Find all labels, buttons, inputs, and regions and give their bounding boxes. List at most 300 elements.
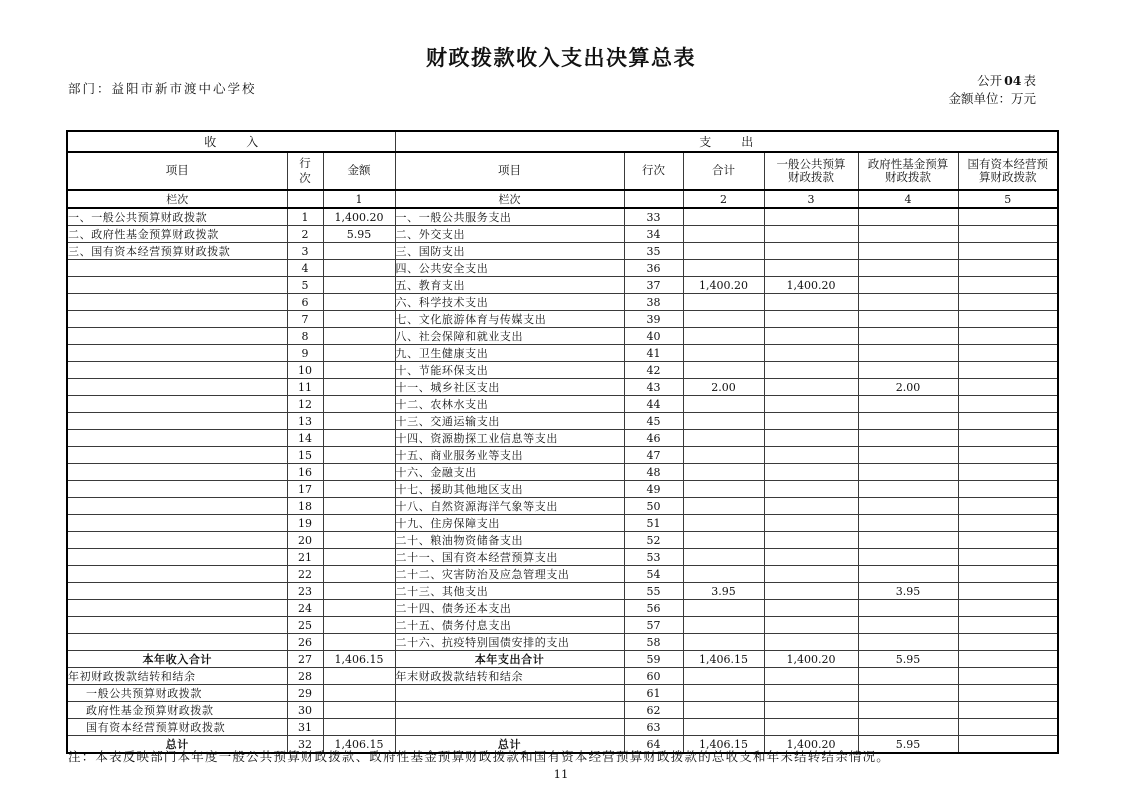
exp-gov-fund-cell: 5.95	[858, 651, 958, 668]
income-line-cell: 19	[287, 515, 323, 532]
income-amount-cell	[323, 294, 395, 311]
table-row	[67, 651, 1058, 668]
income-amount-cell	[323, 634, 395, 651]
exp-item-cell: 一、一般公共服务支出	[395, 208, 624, 226]
exp-total-cell	[683, 362, 764, 379]
income-section-header: 收入	[67, 131, 395, 152]
table-row	[67, 532, 1058, 549]
income-line-cell: 2	[287, 226, 323, 243]
exp-state-capital-cell	[958, 651, 1058, 668]
exp-gov-fund-cell	[858, 532, 958, 549]
income-amount-cell	[323, 668, 395, 685]
income-amount-cell	[323, 498, 395, 515]
exp-gov-fund-cell	[858, 294, 958, 311]
exp-total-cell	[683, 668, 764, 685]
exp-gov-fund-cell	[858, 362, 958, 379]
income-line-cell: 21	[287, 549, 323, 566]
exp-index-state-capital: 5	[958, 190, 1058, 208]
table-row	[67, 617, 1058, 634]
exp-line-cell: 41	[624, 345, 683, 362]
exp-item-cell: 十、节能环保支出	[395, 362, 624, 379]
exp-line-cell: 52	[624, 532, 683, 549]
income-index-line	[287, 190, 323, 208]
exp-gov-fund-cell: 5.95	[858, 736, 958, 754]
exp-item-cell: 二十四、债务还本支出	[395, 600, 624, 617]
income-line-cell: 18	[287, 498, 323, 515]
exp-gov-fund-cell	[858, 566, 958, 583]
exp-total-cell	[683, 328, 764, 345]
exp-item-cell: 总计	[395, 736, 624, 754]
exp-state-capital-cell	[958, 277, 1058, 294]
exp-state-capital-cell	[958, 566, 1058, 583]
income-amount-cell	[323, 243, 395, 260]
exp-state-capital-cell	[958, 396, 1058, 413]
exp-line-cell: 59	[624, 651, 683, 668]
exp-general-public-cell	[764, 345, 858, 362]
exp-gov-fund-cell	[858, 277, 958, 294]
exp-total-cell	[683, 600, 764, 617]
exp-total-cell	[683, 447, 764, 464]
exp-item-cell: 七、文化旅游体育与传媒支出	[395, 311, 624, 328]
income-item-cell	[67, 600, 287, 617]
exp-general-public-cell: 1,400.20	[764, 736, 858, 754]
exp-general-public-cell	[764, 430, 858, 447]
unit-label: 金额单位：万元	[948, 91, 1036, 106]
exp-general-public-cell	[764, 566, 858, 583]
exp-line-cell: 35	[624, 243, 683, 260]
table-row	[67, 549, 1058, 566]
exp-item-cell: 四、公共安全支出	[395, 260, 624, 277]
table-row	[67, 515, 1058, 532]
exp-total-cell	[683, 549, 764, 566]
table-row	[67, 396, 1058, 413]
income-line-cell: 26	[287, 634, 323, 651]
exp-state-capital-cell	[958, 515, 1058, 532]
exp-general-public-cell	[764, 311, 858, 328]
exp-gov-fund-cell	[858, 481, 958, 498]
income-line-cell: 27	[287, 651, 323, 668]
exp-general-public-cell	[764, 226, 858, 243]
table-row	[67, 583, 1058, 600]
exp-total-cell	[683, 634, 764, 651]
income-item-cell: 三、国有资本经营预算财政拨款	[67, 243, 287, 260]
exp-index-line	[624, 190, 683, 208]
exp-item-cell: 三、国防支出	[395, 243, 624, 260]
exp-line-cell: 40	[624, 328, 683, 345]
table-row	[67, 600, 1058, 617]
column-header-row	[67, 152, 1058, 190]
exp-line-cell: 48	[624, 464, 683, 481]
exp-total-cell: 1,406.15	[683, 651, 764, 668]
exp-state-capital-cell	[958, 498, 1058, 515]
exp-item-cell: 六、科学技术支出	[395, 294, 624, 311]
income-line-cell: 9	[287, 345, 323, 362]
exp-gov-fund-cell	[858, 243, 958, 260]
table-row	[67, 243, 1058, 260]
table-row	[67, 260, 1058, 277]
exp-item-cell: 十六、金融支出	[395, 464, 624, 481]
table-row	[67, 668, 1058, 685]
exp-line-cell: 62	[624, 702, 683, 719]
exp-general-public-cell	[764, 583, 858, 600]
income-amount-cell	[323, 311, 395, 328]
exp-state-capital-cell	[958, 668, 1058, 685]
income-item-cell	[67, 515, 287, 532]
income-item-cell	[67, 260, 287, 277]
income-amount-cell	[323, 719, 395, 736]
table-row	[67, 447, 1058, 464]
income-amount-cell	[323, 345, 395, 362]
exp-line-cell: 38	[624, 294, 683, 311]
exp-gov-fund-cell	[858, 447, 958, 464]
income-item-cell	[67, 634, 287, 651]
exp-item-cell: 八、社会保障和就业支出	[395, 328, 624, 345]
exp-total-cell: 2.00	[683, 379, 764, 396]
table-row	[67, 362, 1058, 379]
income-line-cell: 10	[287, 362, 323, 379]
exp-state-capital-cell	[958, 617, 1058, 634]
exp-total-cell	[683, 515, 764, 532]
exp-total-cell	[683, 208, 764, 226]
exp-gov-fund-cell	[858, 685, 958, 702]
income-line-cell: 13	[287, 413, 323, 430]
exp-state-capital-cell	[958, 634, 1058, 651]
income-item-cell: 一般公共预算财政拨款	[67, 685, 287, 702]
exp-line-header: 行次	[624, 152, 683, 190]
exp-state-capital-cell	[958, 345, 1058, 362]
exp-item-cell: 二十五、债务付息支出	[395, 617, 624, 634]
income-amount-cell	[323, 583, 395, 600]
exp-line-cell: 57	[624, 617, 683, 634]
exp-gov-fund-cell	[858, 668, 958, 685]
exp-state-capital-cell	[958, 226, 1058, 243]
fiscal-summary-table	[66, 130, 1059, 754]
income-item-header: 项目	[67, 152, 287, 190]
income-item-cell	[67, 396, 287, 413]
income-line-cell: 1	[287, 208, 323, 226]
income-item-cell: 总计	[67, 736, 287, 754]
exp-total-cell	[683, 532, 764, 549]
exp-state-capital-cell	[958, 719, 1058, 736]
exp-line-cell: 53	[624, 549, 683, 566]
exp-gov-fund-cell	[858, 549, 958, 566]
exp-total-cell	[683, 260, 764, 277]
exp-item-cell	[395, 702, 624, 719]
income-line-cell: 5	[287, 277, 323, 294]
exp-gov-fund-cell: 3.95	[858, 583, 958, 600]
exp-gov-fund-cell	[858, 634, 958, 651]
exp-gov-fund-cell	[858, 515, 958, 532]
exp-state-capital-cell	[958, 447, 1058, 464]
table-row	[67, 379, 1058, 396]
exp-item-cell: 五、教育支出	[395, 277, 624, 294]
exp-state-capital-cell	[958, 362, 1058, 379]
exp-total-cell	[683, 719, 764, 736]
exp-state-capital-cell	[958, 208, 1058, 226]
exp-general-public-cell	[764, 379, 858, 396]
income-item-cell	[67, 294, 287, 311]
exp-total-cell	[683, 464, 764, 481]
expenditure-section-header: 支出	[395, 131, 1058, 152]
income-line-cell: 30	[287, 702, 323, 719]
exp-general-public-cell	[764, 685, 858, 702]
exp-item-cell: 年末财政拨款结转和结余	[395, 668, 624, 685]
income-line-cell: 32	[287, 736, 323, 754]
page-title: 财政拨款收入支出决算总表	[426, 45, 696, 70]
exp-state-capital-cell	[958, 464, 1058, 481]
exp-gov-fund-cell	[858, 498, 958, 515]
income-line-cell: 23	[287, 583, 323, 600]
exp-total-cell	[683, 702, 764, 719]
exp-item-cell: 二十三、其他支出	[395, 583, 624, 600]
page-number: 11	[553, 767, 569, 781]
exp-state-capital-cell	[958, 702, 1058, 719]
exp-total-cell	[683, 345, 764, 362]
table-code-prefix: 公开	[977, 73, 1003, 88]
exp-general-public-cell	[764, 668, 858, 685]
exp-general-public-cell	[764, 600, 858, 617]
exp-general-public-cell	[764, 208, 858, 226]
exp-state-capital-cell	[958, 243, 1058, 260]
meta-right-block	[948, 72, 1036, 108]
exp-general-public-cell	[764, 634, 858, 651]
exp-general-public-cell	[764, 498, 858, 515]
exp-general-public-cell	[764, 243, 858, 260]
income-amount-cell	[323, 328, 395, 345]
income-amount-cell: 1,406.15	[323, 736, 395, 754]
exp-item-cell: 二十一、国有资本经营预算支出	[395, 549, 624, 566]
exp-gov-fund-cell	[858, 208, 958, 226]
exp-index-gov-fund: 4	[858, 190, 958, 208]
exp-gov-fund-cell	[858, 430, 958, 447]
income-item-cell: 一、一般公共预算财政拨款	[67, 208, 287, 226]
exp-state-capital-cell	[958, 294, 1058, 311]
income-item-cell	[67, 345, 287, 362]
income-amount-cell	[323, 430, 395, 447]
table-row	[67, 208, 1058, 226]
income-item-cell	[67, 362, 287, 379]
exp-total-cell	[683, 481, 764, 498]
exp-item-cell: 十八、自然资源海洋气象等支出	[395, 498, 624, 515]
exp-line-cell: 60	[624, 668, 683, 685]
exp-line-cell: 63	[624, 719, 683, 736]
exp-general-public-cell	[764, 260, 858, 277]
exp-general-public-header: 一般公共预算财政拨款	[764, 152, 858, 190]
income-amount-cell	[323, 600, 395, 617]
table-code-number: 04	[1004, 73, 1022, 88]
income-amount-cell	[323, 379, 395, 396]
exp-gov-fund-cell	[858, 260, 958, 277]
exp-line-cell: 54	[624, 566, 683, 583]
exp-item-cell: 十七、援助其他地区支出	[395, 481, 624, 498]
exp-item-header: 项目	[395, 152, 624, 190]
exp-state-capital-cell	[958, 685, 1058, 702]
department-label: 部门：益阳市新市渡中心学校	[68, 81, 257, 96]
exp-state-capital-cell	[958, 532, 1058, 549]
exp-total-cell	[683, 226, 764, 243]
exp-state-capital-cell	[958, 600, 1058, 617]
exp-gov-fund-cell: 2.00	[858, 379, 958, 396]
income-item-cell	[67, 549, 287, 566]
exp-total-cell	[683, 311, 764, 328]
exp-item-cell: 十九、住房保障支出	[395, 515, 624, 532]
exp-general-public-cell	[764, 532, 858, 549]
footnote: 注：本表反映部门本年度一般公共预算财政拨款、政府性基金预算财政拨款和国有资本经营预算财政拨款的总收支和年末结转结余情况。	[68, 749, 891, 764]
income-line-cell: 22	[287, 566, 323, 583]
exp-general-public-cell	[764, 702, 858, 719]
exp-general-public-cell: 1,400.20	[764, 277, 858, 294]
income-item-cell	[67, 277, 287, 294]
income-line-cell: 16	[287, 464, 323, 481]
exp-state-capital-cell	[958, 481, 1058, 498]
exp-gov-fund-cell	[858, 719, 958, 736]
exp-line-cell: 61	[624, 685, 683, 702]
income-item-cell	[67, 583, 287, 600]
income-item-cell	[67, 328, 287, 345]
exp-line-cell: 46	[624, 430, 683, 447]
exp-item-cell: 十四、资源勘探工业信息等支出	[395, 430, 624, 447]
table-code-suffix: 表	[1023, 73, 1036, 88]
exp-total-cell	[683, 243, 764, 260]
exp-gov-fund-cell	[858, 311, 958, 328]
exp-total-cell: 1,406.15	[683, 736, 764, 754]
exp-total-cell	[683, 498, 764, 515]
income-item-cell: 二、政府性基金预算财政拨款	[67, 226, 287, 243]
table-row	[67, 413, 1058, 430]
income-item-cell	[67, 311, 287, 328]
exp-state-capital-cell	[958, 328, 1058, 345]
exp-line-cell: 56	[624, 600, 683, 617]
exp-gov-fund-cell	[858, 345, 958, 362]
income-line-header: 行次	[287, 152, 323, 190]
income-item-cell	[67, 413, 287, 430]
exp-item-cell: 本年支出合计	[395, 651, 624, 668]
exp-index-total: 2	[683, 190, 764, 208]
exp-gov-fund-cell	[858, 617, 958, 634]
exp-state-capital-cell	[958, 583, 1058, 600]
income-item-cell	[67, 617, 287, 634]
column-index-row	[67, 190, 1058, 208]
exp-index-general-public: 3	[764, 190, 858, 208]
table-row	[67, 294, 1058, 311]
exp-item-cell: 二十六、抗疫特别国债安排的支出	[395, 634, 624, 651]
table-row	[67, 226, 1058, 243]
exp-gov-fund-header: 政府性基金预算财政拨款	[858, 152, 958, 190]
income-item-cell: 年初财政拨款结转和结余	[67, 668, 287, 685]
income-line-cell: 29	[287, 685, 323, 702]
income-item-cell	[67, 498, 287, 515]
exp-state-capital-cell	[958, 736, 1058, 754]
exp-item-cell: 二十二、灾害防治及应急管理支出	[395, 566, 624, 583]
exp-item-cell: 十三、交通运输支出	[395, 413, 624, 430]
income-amount-cell	[323, 532, 395, 549]
income-line-cell: 28	[287, 668, 323, 685]
exp-line-cell: 34	[624, 226, 683, 243]
table-row	[67, 481, 1058, 498]
exp-gov-fund-cell	[858, 396, 958, 413]
exp-line-cell: 42	[624, 362, 683, 379]
income-amount-cell	[323, 617, 395, 634]
exp-line-cell: 36	[624, 260, 683, 277]
exp-total-cell	[683, 413, 764, 430]
income-index-amount: 1	[323, 190, 395, 208]
exp-general-public-cell	[764, 549, 858, 566]
exp-general-public-cell: 1,400.20	[764, 651, 858, 668]
income-amount-cell	[323, 464, 395, 481]
table-row	[67, 634, 1058, 651]
income-line-cell: 12	[287, 396, 323, 413]
exp-gov-fund-cell	[858, 413, 958, 430]
exp-general-public-cell	[764, 447, 858, 464]
income-amount-cell	[323, 447, 395, 464]
income-line-cell: 4	[287, 260, 323, 277]
income-item-cell	[67, 430, 287, 447]
income-line-cell: 15	[287, 447, 323, 464]
exp-item-cell: 九、卫生健康支出	[395, 345, 624, 362]
income-amount-cell	[323, 413, 395, 430]
exp-state-capital-header: 国有资本经营预算财政拨款	[958, 152, 1058, 190]
income-amount-cell	[323, 277, 395, 294]
exp-general-public-cell	[764, 464, 858, 481]
exp-line-cell: 49	[624, 481, 683, 498]
income-line-cell: 20	[287, 532, 323, 549]
income-amount-cell: 1,400.20	[323, 208, 395, 226]
exp-gov-fund-cell	[858, 226, 958, 243]
income-item-cell: 国有资本经营预算财政拨款	[67, 719, 287, 736]
exp-total-cell	[683, 617, 764, 634]
table-row	[67, 430, 1058, 447]
exp-state-capital-cell	[958, 413, 1058, 430]
table-row	[67, 277, 1058, 294]
exp-general-public-cell	[764, 481, 858, 498]
exp-general-public-cell	[764, 617, 858, 634]
income-line-cell: 3	[287, 243, 323, 260]
exp-state-capital-cell	[958, 260, 1058, 277]
exp-state-capital-cell	[958, 379, 1058, 396]
exp-line-cell: 37	[624, 277, 683, 294]
table-row	[67, 685, 1058, 702]
income-line-cell: 7	[287, 311, 323, 328]
exp-line-cell: 51	[624, 515, 683, 532]
income-amount-cell	[323, 685, 395, 702]
exp-state-capital-cell	[958, 311, 1058, 328]
income-item-cell: 政府性基金预算财政拨款	[67, 702, 287, 719]
exp-total-cell	[683, 685, 764, 702]
income-amount-cell: 5.95	[323, 226, 395, 243]
table-row	[67, 566, 1058, 583]
exp-item-cell: 二十、粮油物资储备支出	[395, 532, 624, 549]
exp-gov-fund-cell	[858, 702, 958, 719]
table-row	[67, 702, 1058, 719]
income-amount-cell	[323, 260, 395, 277]
exp-item-cell: 十五、商业服务业等支出	[395, 447, 624, 464]
income-amount-cell	[323, 396, 395, 413]
table-row	[67, 328, 1058, 345]
exp-item-cell: 十一、城乡社区支出	[395, 379, 624, 396]
income-item-cell	[67, 447, 287, 464]
table-row	[67, 719, 1058, 736]
table-code	[948, 72, 1036, 90]
table-row	[67, 345, 1058, 362]
income-line-cell: 31	[287, 719, 323, 736]
exp-line-cell: 64	[624, 736, 683, 754]
income-amount-cell	[323, 481, 395, 498]
table-row	[67, 311, 1058, 328]
exp-gov-fund-cell	[858, 600, 958, 617]
table-row	[67, 464, 1058, 481]
exp-line-cell: 45	[624, 413, 683, 430]
income-amount-cell	[323, 515, 395, 532]
